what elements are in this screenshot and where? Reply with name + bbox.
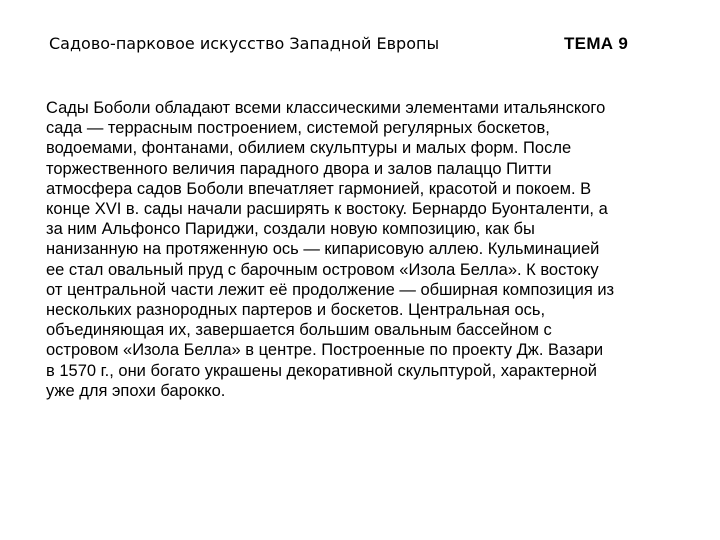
slide-header-title: Садово-парковое искусство Западной Европы [49,34,440,53]
body-text-line: Сады Боболи обладают всеми классическими элементами итальянского [46,99,606,117]
body-text-line: нанизанную на протяженную ось — кипарисовую аллею. Кульминацией [46,240,600,259]
body-text-line: ее стал овальный пруд с барочным островом «Изола Белла». К востоку [46,260,599,279]
body-text-line: в 1570 г., они богато украшены декоративной скульптурой, характерной [46,361,597,380]
body-text-line: от центральной части лежит её продолжение — обширная композиция из [46,280,615,299]
body-text-line: конце XVI в. сады начали расширять к востоку. Бернардо Буонталенти, а [46,200,608,219]
body-text-line: водоемами, фонтанами, обилием скульптуры и малых форм. После [46,139,572,158]
body-text-line: торжественного величия парадного двора и залов палаццо Питти [46,159,552,178]
body-text-line: атмосфера садов Боболи впечатляет гармонией, красотой и покоем. В [46,179,592,198]
body-text-line: уже для эпохи барокко. [46,381,226,400]
body-text-line: за ним Альфонсо Париджи, создали новую композицию, как бы [46,220,535,239]
body-text-line: нескольких разнородных партеров и боскетов. Центральная ось, [46,301,546,320]
body-text-line: объединяющая их, завершается большим овальным бассейном с [46,321,552,340]
body-text-line: островом «Изола Белла» в центре. Построенные по проекту Дж. Вазари [46,341,604,360]
body-text-line: сада — террасным построением, системой регулярных боскетов, [46,119,550,138]
body-paragraph [46,98,674,401]
topic-number-label: ТЕМА 9 [564,34,629,53]
